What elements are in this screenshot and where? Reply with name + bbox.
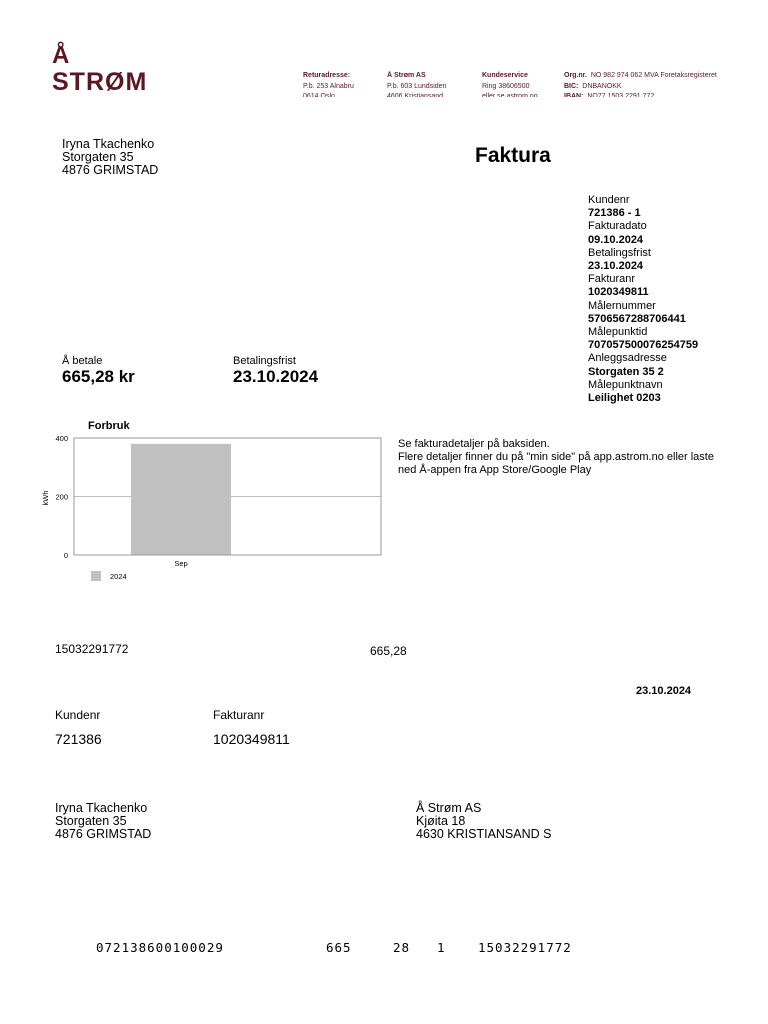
amount-value: 665,28 kr: [62, 367, 135, 386]
ocr-account: 15032291772: [478, 940, 572, 955]
consumption-chart: [40, 418, 390, 588]
chart-title: Forbruk: [88, 420, 130, 432]
ocr-ore: 28: [393, 940, 411, 955]
recipient-name: Iryna Tkachenko: [62, 137, 155, 151]
info-text: [398, 438, 728, 477]
giro-payer: [55, 802, 151, 841]
giro-kundenr-value: 721386: [55, 731, 102, 747]
iban-value: NO77 1503 2291 772: [587, 93, 655, 97]
iban-label: IBAN:: [564, 93, 584, 97]
kundeservice-line2: eller se astrom.no: [482, 93, 538, 97]
bic-label: BIC:: [564, 82, 579, 90]
brand-logo: [52, 44, 147, 95]
meta-value: 721386 - 1: [588, 207, 641, 220]
page-title: Faktura: [475, 144, 551, 167]
kundeservice-line1: Ring 38606500: [482, 82, 530, 90]
company-heading: Å Strøm AS: [387, 72, 426, 79]
y-tick-label: 400: [55, 434, 68, 443]
amount-label: Å betale: [62, 355, 103, 367]
header-returadresse: [303, 71, 383, 97]
logo-line2: STRØM: [52, 68, 148, 96]
header-registry: [564, 71, 764, 97]
info-line1: Se fakturadetaljer på baksiden.: [398, 438, 550, 450]
ocr-check: 1: [437, 940, 446, 955]
legend-label: 2024: [110, 572, 127, 581]
due-summary: [233, 355, 318, 387]
giro-due-date: 23.10.2024: [636, 685, 692, 697]
info-line2: Flere detaljer finner du på "min side" på app.astrom.no eller laste ned Å-appen fra App Store/Google Play: [398, 451, 714, 476]
legend-swatch: [91, 571, 101, 581]
due-value: 23.10.2024: [233, 367, 319, 386]
meta-label: Kundenr: [588, 194, 630, 206]
bar: [131, 444, 231, 555]
meta-value: Leilighet 0203: [588, 392, 661, 405]
giro-fakturanr: [213, 708, 290, 747]
orgnr-value: NO 982 974 062 MVA Foretaksregisteret: [590, 72, 717, 79]
bic-value: DNBANOKK: [582, 82, 622, 90]
giro-kundenr-label: Kundenr: [55, 708, 101, 722]
payee-name: Å Strøm AS: [416, 801, 482, 815]
y-axis-label: kWh: [41, 490, 50, 506]
meta-label: Målepunktnavn: [588, 378, 663, 391]
recipient-address: [62, 138, 158, 177]
ocr-kid: 072138600100029: [96, 940, 224, 955]
giro-account: 15032291772: [55, 642, 129, 656]
meta-label: Målepunktid: [588, 326, 648, 339]
logo-line1: Å: [52, 42, 71, 69]
y-tick-label: 0: [63, 551, 68, 560]
y-tick-label: 200: [55, 492, 68, 502]
payer-city: 4876 GRIMSTAD: [55, 827, 152, 841]
due-label: Betalingsfrist: [233, 355, 296, 367]
meta-label: Anleggsadresse: [588, 352, 667, 365]
meta-label: Fakturanr: [588, 273, 636, 286]
giro-kundenr: [55, 708, 102, 747]
header-kundeservice: [482, 71, 562, 97]
invoice-meta: [588, 194, 698, 405]
payee-city: 4630 KRISTIANSAND S: [416, 827, 552, 841]
orgnr-label: Org.nr.: [564, 72, 587, 79]
recipient-street: Storgaten 35: [62, 150, 134, 164]
meta-label: Betalingsfrist: [588, 246, 651, 259]
header-company: [387, 71, 477, 97]
returadresse-line2: 0614 Oslo: [303, 93, 335, 97]
giro-fakturanr-value: 1020349811: [213, 731, 290, 747]
meta-value: Storgaten 35 2: [588, 365, 664, 378]
meta-value: 09.10.2024: [588, 233, 644, 246]
returadresse-line1: P.b. 253 Alnabru: [303, 82, 354, 90]
giro-payee: [416, 802, 551, 841]
ocr-kroner: 665: [326, 940, 352, 955]
payer-name: Iryna Tkachenko: [55, 801, 148, 815]
x-tick-label: Sep: [174, 559, 188, 568]
meta-label: Målernummer: [588, 299, 656, 312]
meta-value: 23.10.2024: [588, 260, 644, 273]
returadresse-heading: Returadresse:: [303, 72, 351, 79]
company-line1: P.b. 603 Lundsiden: [387, 82, 447, 90]
meta-value: 707057500076254759: [588, 339, 699, 352]
kundeservice-heading: Kundeservice: [482, 72, 528, 79]
meta-value: 1020349811: [588, 286, 649, 299]
payer-street: Storgaten 35: [55, 814, 127, 828]
meta-label: Fakturadato: [588, 220, 647, 233]
meta-value: 5706567288706441: [588, 312, 686, 325]
giro-fakturanr-label: Fakturanr: [213, 708, 265, 722]
recipient-city: 4876 GRIMSTAD: [62, 163, 159, 177]
giro-amount: 665,28: [370, 644, 407, 658]
payee-street: Kjøita 18: [416, 814, 466, 828]
company-line2: 4606 Kristiansand: [387, 93, 444, 97]
amount-summary: [62, 355, 135, 387]
